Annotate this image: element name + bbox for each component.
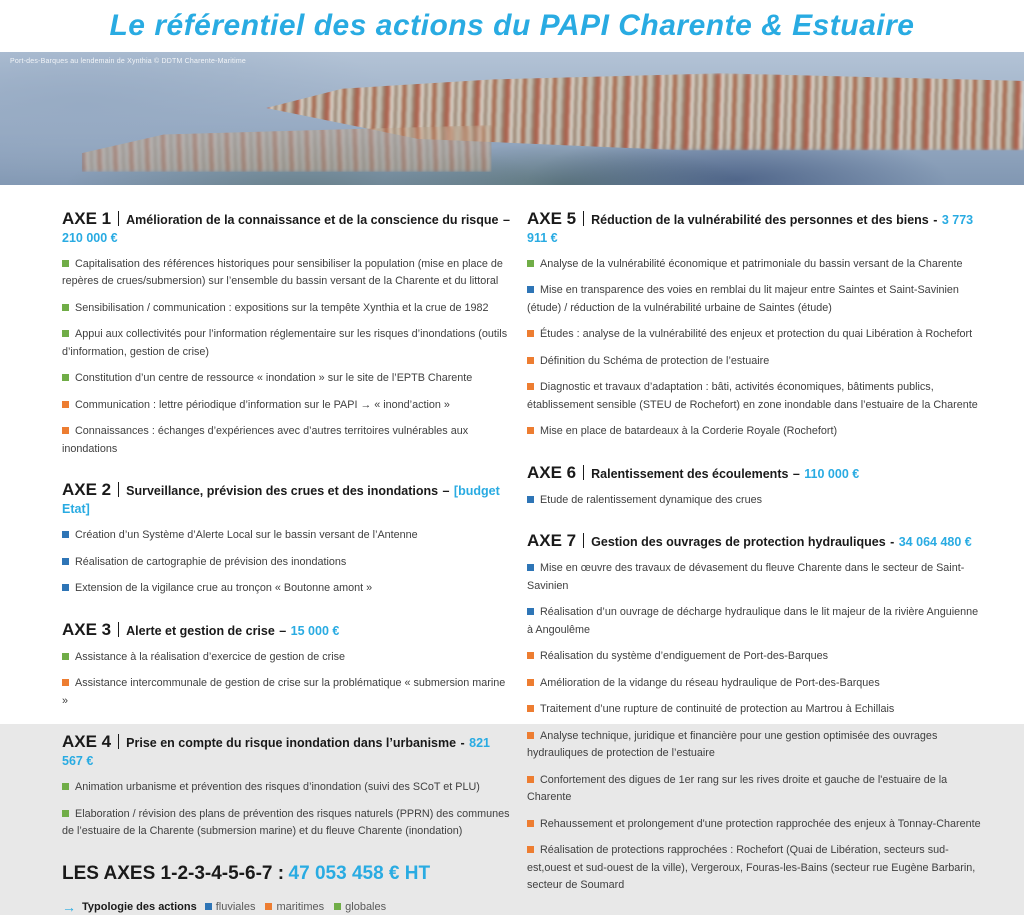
axe-heading (62, 480, 510, 518)
action-text: Appui aux collectivités pour l’information réglementaire sur les risques d’inondations (outils d’information, gestion de crise) (62, 328, 508, 358)
typology-bullet-icon (527, 652, 534, 659)
axe-amount: 3 773 911 € (527, 213, 974, 245)
axe-heading (62, 209, 510, 247)
action-item (62, 300, 510, 317)
axe-title: Surveillance, prévision des crues et des inondations (126, 484, 439, 499)
typology-bullet-icon (527, 427, 534, 434)
axe-title: Alerte et gestion de crise (126, 623, 275, 638)
typology-bullet-icon (527, 679, 534, 686)
typology-bullet-icon (527, 820, 534, 827)
action-item (527, 604, 982, 639)
action-item (527, 701, 982, 718)
action-text: Elaboration / révision des plans de prévention des risques naturels (PPRN) des communes de l’estuaire de la Charente (submersion marine) et du fleuve Charente (inondation) (62, 807, 510, 838)
legend-label: maritimes (276, 900, 325, 913)
typology-bullet-icon (62, 330, 69, 337)
axe-heading (62, 620, 510, 640)
axe-section-7 (527, 531, 982, 894)
typology-legend (62, 899, 510, 915)
axe-id: AXE 5 (527, 209, 577, 228)
typology-bullet-icon (527, 846, 534, 853)
action-item (527, 256, 982, 273)
typology-bullet-icon (62, 401, 69, 408)
typology-bullet-icon (527, 732, 534, 739)
action-text: Rehaussement et prolongement d'une protection rapprochée des enjeux à Tonnay-Charente (540, 817, 981, 830)
typology-bullet-icon (62, 810, 69, 817)
action-text: Mise en transparence des voies en remblai du lit majeur entre Saintes et Saint-Savinien (étude) / réduction de la vulnérabilité urbaine de Saintes (étude) (527, 284, 959, 314)
action-item (62, 326, 510, 361)
action-item (527, 326, 982, 343)
action-text: Création d’un Système d’Alerte Local sur le bassin versant de l’Antenne (75, 529, 418, 542)
typology-bullet-icon (265, 903, 272, 910)
axe-amount: 34 064 480 € (898, 535, 972, 550)
header (0, 0, 1024, 52)
typology-bullet-icon (527, 330, 534, 337)
total-label: LES AXES 1-2-3-4-5-6-7 : (62, 862, 285, 884)
action-item (527, 379, 982, 414)
action-item (527, 492, 982, 509)
axe-id: AXE 4 (62, 732, 112, 752)
action-item (62, 370, 510, 387)
axe-heading (527, 531, 982, 551)
action-text: Analyse de la vulnérabilité économique et patrimoniale du bassin versant de la Charente (540, 258, 963, 270)
typology-bullet-icon (527, 776, 534, 783)
typology-bullet-icon (62, 679, 69, 686)
pipe-separator (583, 465, 584, 480)
action-text: Amélioration de la vidange du réseau hydraulique de Port-des-Barques (540, 676, 880, 689)
action-text: Communication : lettre périodique d’information sur le PAPI → « inond’action » (75, 398, 450, 411)
arrow-icon: → (62, 898, 76, 915)
axe-amount: 821 567 € (62, 736, 490, 769)
typology-bullet-icon (62, 531, 69, 538)
action-text: Mise en œuvre des travaux de dévasement du fleuve Charente dans le secteur de Saint-Savinien (527, 562, 965, 592)
action-text: Réalisation d’un ouvrage de décharge hydraulique dans le lit majeur de la rivière Anguienne à Angoulême (527, 606, 979, 636)
legend-label: fluviales (215, 900, 256, 913)
action-item (62, 649, 510, 666)
action-text: Animation urbanisme et prévention des risques d’inondation (suivi des SCoT et PLU) (75, 781, 480, 794)
action-item (527, 282, 982, 317)
legend-entry-globales (334, 901, 386, 913)
action-text: Analyse technique, juridique et financière pour une gestion optimisée des ouvrages hydrauliques de protection de l’estuaire (527, 729, 938, 760)
legend-entry-maritimes (265, 901, 324, 913)
axe-heading (527, 209, 982, 247)
action-item (62, 580, 510, 597)
pipe-separator (118, 622, 119, 637)
action-item (527, 772, 982, 807)
typology-bullet-icon (62, 584, 69, 591)
action-text: Assistance à la réalisation d’exercice de gestion de crise (75, 650, 346, 663)
axe-title: Amélioration de la connaissance et de la conscience du risque (126, 213, 499, 227)
axe-section-3 (62, 620, 510, 710)
axe-title: Ralentissement des écoulements (591, 466, 789, 481)
axe-section-2 (62, 480, 510, 597)
typology-bullet-icon (62, 653, 69, 660)
content-columns (62, 185, 982, 915)
axe-amount: 110 000 € (804, 466, 860, 481)
action-item (62, 806, 510, 841)
action-text: Diagnostic et travaux d’adaptation : bâti, activités économiques, bâtiments publics, établissement sensible (STEU de Rochefort) en zone inondable dans l’estuaire de la Charente (527, 381, 978, 411)
left-column (62, 185, 510, 915)
action-text: Réalisation de cartographie de prévision des inondations (75, 555, 347, 568)
axe-title: Gestion des ouvrages de protection hydrauliques (591, 535, 886, 550)
axe-id: AXE 2 (62, 480, 112, 500)
action-text: Définition du Schéma de protection de l’estuaire (540, 354, 770, 367)
action-text: Sensibilisation / communication : expositions sur la tempête Xynthia et la crue de 1982 (75, 301, 489, 314)
total-line (62, 863, 510, 885)
legend-label: globales (345, 900, 387, 913)
axe-dash: – (792, 466, 800, 481)
pipe-separator (583, 533, 584, 548)
action-text: Confortement des digues de 1er rang sur les rives droite et gauche de l'estuaire de la Charente (527, 773, 948, 804)
axe-amount: 210 000 € (62, 231, 118, 245)
typology-bullet-icon (527, 286, 534, 293)
action-text: Études : analyse de la vulnérabilité des enjeux et protection du quai Libération à Rochefort (540, 328, 973, 341)
action-item (527, 648, 982, 665)
action-text: Connaissances : échanges d’expériences avec d’autres territoires vulnérables aux inondations (62, 425, 469, 455)
axe-dash: – (502, 213, 510, 227)
action-text: Capitalisation des références historiques pour sensibiliser la population (mise en place de repères de crues/submersion) sur l’ensemble du bassin versant de la Charente et du littoral (62, 258, 503, 288)
page-title: Le référentiel des actions du PAPI Charente & Estuaire (109, 9, 915, 42)
axe-id: AXE 1 (62, 209, 112, 228)
axe-amount: [budget Etat] (62, 484, 500, 517)
pipe-separator (118, 211, 119, 226)
typology-bullet-icon (527, 705, 534, 712)
typology-bullet-icon (527, 357, 534, 364)
pipe-separator (583, 211, 584, 226)
action-item (527, 423, 982, 440)
axe-id: AXE 3 (62, 619, 112, 639)
axe-heading (62, 732, 510, 770)
typology-bullet-icon (62, 558, 69, 565)
axe-amount: 15 000 € (290, 623, 340, 638)
axe-title: Réduction de la vulnérabilité des personnes et des biens (591, 213, 929, 227)
typology-bullet-icon (62, 304, 69, 311)
axe-dash: – (279, 623, 287, 638)
action-text: Extension de la vigilance crue au tronçon « Boutonne amont » (75, 582, 373, 595)
action-item (62, 397, 510, 414)
axe-dash: – (442, 484, 450, 499)
axe-id: AXE 6 (527, 462, 577, 482)
typology-bullet-icon (527, 608, 534, 615)
action-item (62, 423, 510, 458)
pipe-separator (118, 482, 119, 497)
action-item (527, 842, 982, 894)
action-item (62, 779, 510, 796)
right-column (527, 185, 982, 915)
photo-caption: Port-des-Barques au lendemain de Xynthia © DDTM Charente-Maritime (10, 58, 247, 65)
typology-bullet-icon (62, 374, 69, 381)
action-text: Constitution d’un centre de ressource « inondation » sur le site de l’EPTB Charente (75, 372, 473, 385)
flood-aerial-photo (0, 52, 1024, 185)
typology-bullet-icon (527, 496, 534, 503)
axe-dash: - (933, 213, 938, 227)
action-text: Assistance intercommunale de gestion de crise sur la problématique « submersion marine » (62, 677, 506, 707)
axe-dash: - (890, 535, 895, 550)
action-item (62, 527, 510, 544)
legend-title: Typologie des actions (82, 900, 197, 913)
action-item (527, 353, 982, 370)
typology-bullet-icon (334, 903, 341, 910)
axe-section-1 (62, 209, 510, 458)
typology-bullet-icon (62, 783, 69, 790)
typology-bullet-icon (527, 383, 534, 390)
typology-bullet-icon (62, 260, 69, 267)
action-item (527, 560, 982, 595)
axe-section-5 (527, 209, 982, 441)
photo-village-texture-2 (82, 125, 492, 172)
action-text: Réalisation de protections rapprochées : Rochefort (Quai de Libération, secteurs sud-est,ouest et sud-ouest de la ville), Vergeroux, Fouras-les-Bains (secteur rue Eugène Barbarin, secteur de Soumard (527, 844, 976, 892)
axe-dash: - (460, 736, 465, 751)
action-item (62, 256, 510, 291)
action-item (527, 816, 982, 833)
typology-bullet-icon (62, 427, 69, 434)
typology-bullet-icon (527, 564, 534, 571)
action-text: Etude de ralentissement dynamique des crues (540, 493, 763, 506)
action-text: Mise en place de batardeaux à la Corderie Royale (Rochefort) (540, 425, 838, 438)
pipe-separator (118, 734, 119, 749)
total-amount: 47 053 458 € HT (288, 862, 431, 884)
typology-bullet-icon (205, 903, 212, 910)
axe-id: AXE 7 (527, 531, 577, 551)
axe-heading (527, 463, 982, 483)
action-item (62, 675, 510, 710)
axe-section-4 (62, 732, 510, 840)
legend-entry-fluviales (205, 901, 256, 913)
axe-title: Prise en compte du risque inondation dans l’urbanisme (126, 736, 457, 751)
action-item (62, 554, 510, 571)
action-item (527, 675, 982, 692)
axe-section-6 (527, 463, 982, 509)
action-item (527, 728, 982, 763)
action-text: Traitement d’une rupture de continuité de protection au Martrou à Echillais (540, 703, 895, 716)
action-text: Réalisation du système d’endiguement de Port-des-Barques (540, 650, 829, 663)
typology-bullet-icon (527, 260, 534, 267)
